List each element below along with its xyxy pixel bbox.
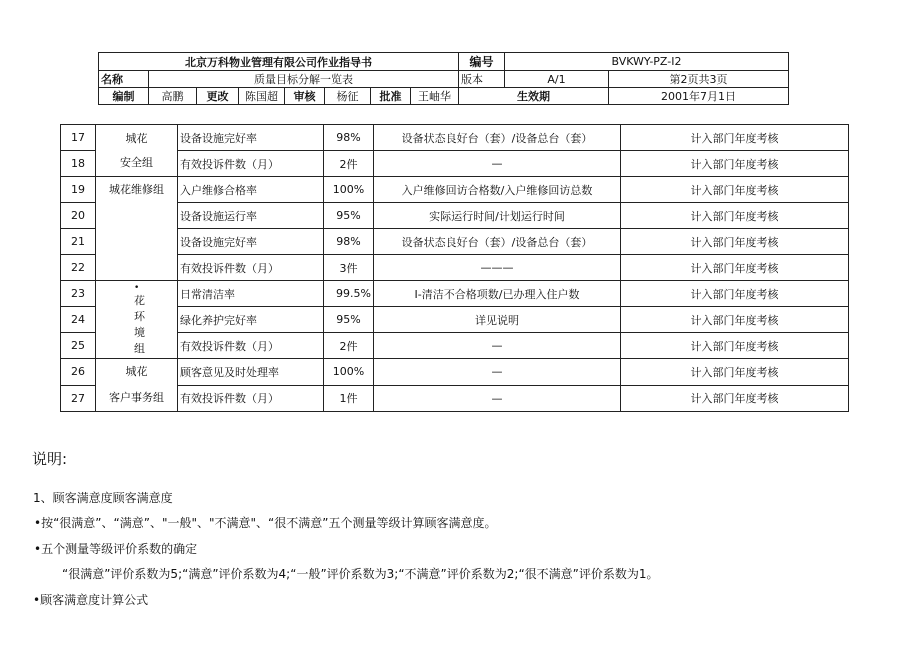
row-number: 23 (61, 281, 96, 307)
assessment: 计入部门年度考核 (621, 359, 849, 386)
group-label: 组 (134, 341, 145, 355)
table-row (61, 151, 849, 177)
target-item: 有效投诉件数（月） (178, 333, 324, 359)
row-number: 24 (61, 307, 96, 333)
version-label: 版本 (459, 71, 505, 88)
group-customer (96, 359, 178, 412)
target-value: 100% (324, 177, 374, 203)
table-row (61, 255, 849, 281)
table-row (61, 203, 849, 229)
target-item: 设备设施完好率 (178, 125, 324, 151)
target-value: 2件 (324, 333, 374, 359)
effective-value: 2001年7月1日 (609, 88, 789, 105)
notes-line: “很满意”评价系数为5;“满意”评价系数为4;“一般”评价系数为3;“不满意”评价系数为2;“很不满意”评价系数为1。 (62, 567, 659, 581)
version-value: A/1 (505, 71, 609, 88)
document-header-table (98, 52, 789, 105)
calc-formula: 入户维修回访合格数/入户维修回访总数 (374, 177, 621, 203)
target-value: 98% (324, 125, 374, 151)
group-label: 环 (134, 309, 145, 323)
group-security (96, 125, 178, 177)
assessment: 计入部门年度考核 (621, 177, 849, 203)
row-number: 22 (61, 255, 96, 281)
row-number: 17 (61, 125, 96, 151)
assessment: 计入部门年度考核 (621, 125, 849, 151)
group-label: 花 (134, 293, 145, 307)
row-number: 26 (61, 359, 96, 386)
row-number: 25 (61, 333, 96, 359)
calc-formula: — (374, 385, 621, 412)
table-row (61, 307, 849, 333)
assessment: 计入部门年度考核 (621, 281, 849, 307)
calc-formula: — (374, 333, 621, 359)
notes-line: •按“很满意”、“满意”、"一般"、"不满意"、“很不满意”五个测量等级计算顾客满意度。 (34, 516, 497, 530)
target-item: 设备设施完好率 (178, 229, 324, 255)
target-item: 有效投诉件数（月） (178, 255, 324, 281)
target-item: 日常清洁率 (178, 281, 324, 307)
target-value: 1件 (324, 385, 374, 412)
table-row (61, 229, 849, 255)
row-number: 21 (61, 229, 96, 255)
group-label: 城花 (125, 365, 148, 378)
target-item: 绿化养护完好率 (178, 307, 324, 333)
table-row (61, 385, 849, 412)
review-label: 审核 (285, 88, 325, 105)
row-number: 19 (61, 177, 96, 203)
calc-formula: 设备状态良好台（套）/设备总台（套） (374, 125, 621, 151)
target-item: 入户维修合格率 (178, 177, 324, 203)
assessment: 计入部门年度考核 (621, 151, 849, 177)
approve-label: 批准 (371, 88, 411, 105)
target-item: 顾客意见及时处理率 (178, 359, 324, 386)
group-label: 安全组 (120, 155, 153, 169)
quality-targets-table (60, 124, 849, 412)
code-value: BVKWY-PZ-I2 (505, 53, 789, 71)
group-environment (96, 281, 178, 359)
notes-heading: 说明: (32, 450, 68, 468)
target-item: 有效投诉件数（月） (178, 151, 324, 177)
group-label: 境 (134, 325, 145, 339)
assessment: 计入部门年度考核 (621, 385, 849, 412)
target-value: 98% (324, 229, 374, 255)
row-number: 18 (61, 151, 96, 177)
calc-formula: 设备状态良好台（套）/设备总台（套） (374, 229, 621, 255)
name-label: 名称 (99, 71, 149, 88)
approve-value: 王岫华 (411, 88, 459, 105)
calc-formula: 实际运行时间/计划运行时间 (374, 203, 621, 229)
calc-formula: — (374, 359, 621, 386)
company-title: 北京万科物业管理有限公司作业指导书 (99, 53, 459, 71)
group-label: 城花 (125, 131, 148, 145)
compile-label: 编制 (99, 88, 149, 105)
target-value: 95% (324, 307, 374, 333)
target-value: 100% (324, 359, 374, 386)
change-label: 更改 (197, 88, 239, 105)
group-maintenance: 城花维修组 (96, 177, 178, 281)
target-item: 设备设施运行率 (178, 203, 324, 229)
calc-formula: I-清洁不合格项数/已办理入住户数 (374, 281, 621, 307)
table-row (61, 333, 849, 359)
target-value: 99.5% (324, 281, 374, 307)
row-number: 27 (61, 385, 96, 412)
calc-formula: 详见说明 (374, 307, 621, 333)
row-number: 20 (61, 203, 96, 229)
name-value: 质量目标分解一览表 (149, 71, 459, 88)
target-value: 2件 (324, 151, 374, 177)
notes-line: 1、顾客满意度顾客满意度 (33, 491, 173, 505)
assessment: 计入部门年度考核 (621, 307, 849, 333)
notes-line: •顾客满意度计算公式 (33, 593, 149, 607)
page-number: 第2页共3页 (609, 71, 789, 88)
table-row (61, 177, 849, 203)
assessment: 计入部门年度考核 (621, 255, 849, 281)
code-label: 编号 (459, 53, 505, 71)
group-bullet: • (134, 282, 140, 293)
target-item: 有效投诉件数（月） (178, 385, 324, 412)
effective-label: 生效期 (459, 88, 609, 105)
table-row (61, 359, 849, 386)
review-value: 杨征 (325, 88, 371, 105)
assessment: 计入部门年度考核 (621, 203, 849, 229)
compile-value: 高鹏 (149, 88, 197, 105)
group-label: 客户事务组 (109, 391, 164, 404)
change-value: 陈国超 (239, 88, 285, 105)
assessment: 计入部门年度考核 (621, 229, 849, 255)
assessment: 计入部门年度考核 (621, 333, 849, 359)
table-row (61, 281, 849, 307)
target-value: 3件 (324, 255, 374, 281)
target-value: 95% (324, 203, 374, 229)
calc-formula: ——— (374, 255, 621, 281)
notes-line: •五个测量等级评价系数的确定 (34, 542, 198, 556)
calc-formula: — (374, 151, 621, 177)
table-row (61, 125, 849, 151)
